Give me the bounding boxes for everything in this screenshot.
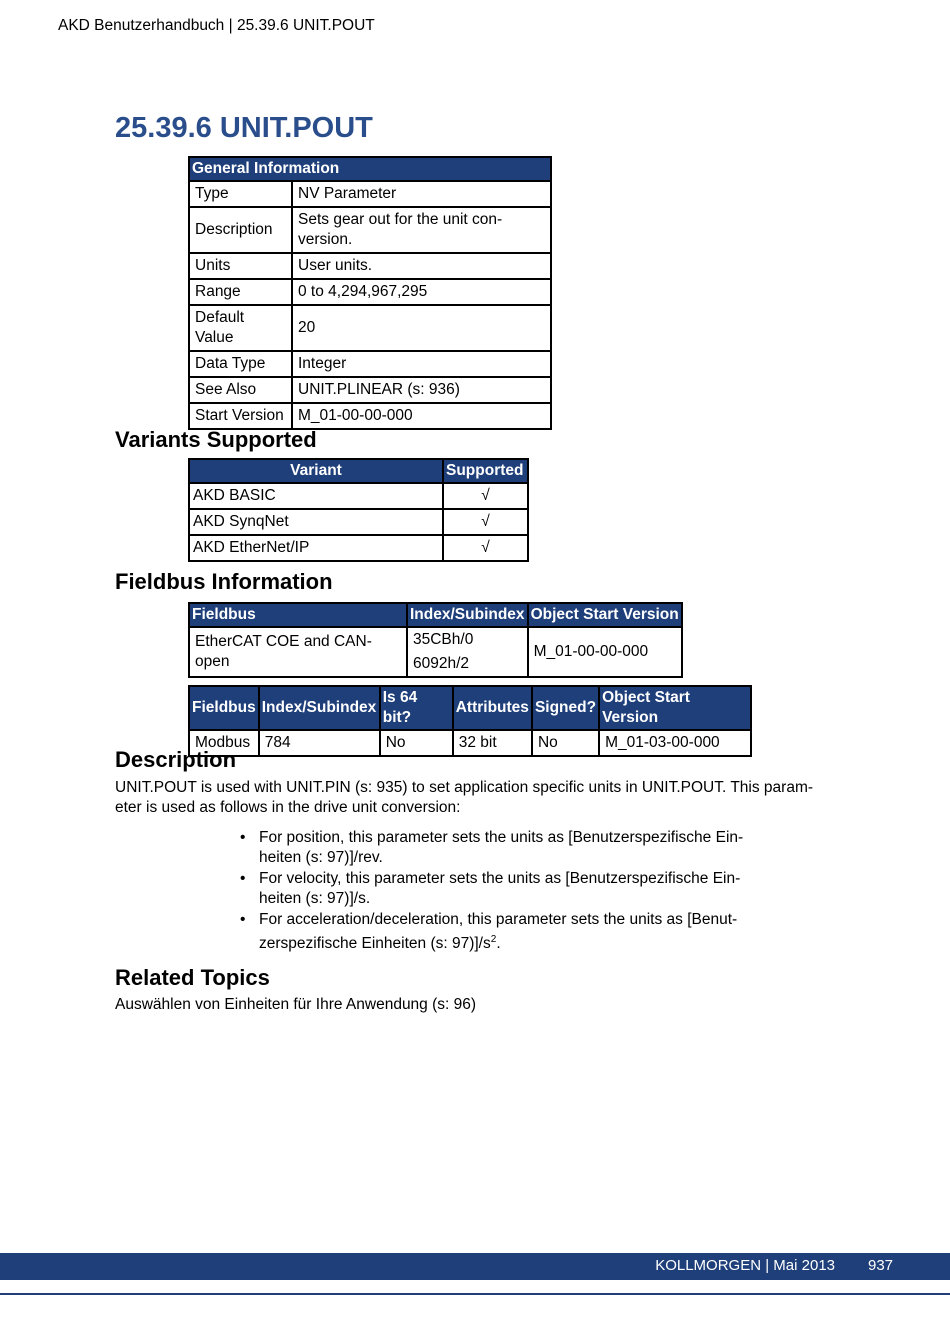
row-value: UNIT.PLINEAR (s: 936)	[292, 377, 551, 403]
table-cell: No	[532, 730, 599, 756]
list-item	[240, 828, 760, 868]
footer-bar	[0, 1253, 950, 1280]
row-label: Default Value	[189, 305, 292, 351]
page-number: 937	[868, 1257, 894, 1274]
list-item	[240, 869, 760, 909]
row-label: See Also	[189, 377, 292, 403]
related-topics-heading: Related Topics	[115, 965, 270, 990]
general-information-table	[188, 156, 552, 430]
bullet-icon: •	[240, 829, 246, 846]
index-value: 6092h/2	[413, 655, 470, 672]
variant-name: AKD SynqNet	[189, 509, 443, 535]
bullet-icon: •	[240, 870, 246, 887]
bullet-text: For velocity, this parameter sets the units as [Benutzerspezifische Ein- heiten (s: 97)]/s.	[259, 870, 741, 907]
table-row	[189, 207, 551, 253]
table-row	[189, 403, 551, 429]
general-information-heading: General Information	[189, 157, 551, 181]
table-row	[189, 351, 551, 377]
fieldbus-name: EtherCAT COE and CAN- open	[189, 627, 407, 677]
table-cell: No	[380, 730, 453, 756]
fieldbus-column-header: Fieldbus	[189, 686, 259, 730]
table-row	[189, 483, 528, 509]
table-row	[189, 535, 528, 561]
attributes-column-header: Attributes	[453, 686, 532, 730]
row-label: Data Type	[189, 351, 292, 377]
version-column-header: Object Start Version	[599, 686, 751, 730]
list-item	[240, 910, 760, 954]
table-row	[189, 253, 551, 279]
table-row	[189, 627, 682, 677]
table-row	[189, 305, 551, 351]
supported-check: √	[443, 509, 528, 535]
object-start-version: M_01-00-00-000	[528, 627, 682, 677]
fieldbus-column-header: Fieldbus	[189, 603, 407, 627]
description-heading: Description	[115, 747, 237, 772]
row-value: 20	[292, 305, 551, 351]
row-value: NV Parameter	[292, 181, 551, 207]
related-topic-link[interactable]: Auswählen von Einheiten für Ihre Anwendung (s: 96)	[115, 996, 477, 1013]
signed-column-header: Signed?	[532, 686, 599, 730]
variant-name: AKD EtherNet/IP	[189, 535, 443, 561]
row-value: M_01-00-00-000	[292, 403, 551, 429]
row-value: Sets gear out for the unit con- version.	[292, 207, 551, 253]
row-value: User units.	[292, 253, 551, 279]
table-cell: Modbus	[189, 730, 259, 756]
index-column-header: Index/Subindex	[407, 603, 528, 627]
index-value: 35CBh/0	[413, 631, 474, 648]
row-label: Range	[189, 279, 292, 305]
is-64-bit-column-header: Is 64 bit?	[380, 686, 453, 730]
table-row	[189, 509, 528, 535]
table-row	[189, 279, 551, 305]
variants-heading: Variants Supported	[115, 427, 317, 452]
variant-name: AKD BASIC	[189, 483, 443, 509]
version-column-header: Object Start Version	[528, 603, 682, 627]
variants-table	[188, 458, 529, 562]
running-header: AKD Benutzerhandbuch | 25.39.6 UNIT.POUT	[58, 17, 375, 34]
index-column-header: Index/Subindex	[259, 686, 380, 730]
table-cell: 784	[259, 730, 380, 756]
supported-check: √	[443, 483, 528, 509]
description-text: UNIT.POUT is used with UNIT.PIN (s: 935) to set application specific units in UNIT.POUT. This param- eter is used as follows in the drive unit conversion:	[115, 779, 814, 816]
row-label: Type	[189, 181, 292, 207]
bullet-text: For position, this parameter sets the units as [Benutzerspezifische Ein- heiten (s: 97)]/rev.	[259, 829, 744, 866]
table-cell: 32 bit	[453, 730, 532, 756]
supported-column-header: Supported	[443, 459, 528, 483]
page-title: 25.39.6 UNIT.POUT	[115, 112, 373, 144]
description-bullet-list	[240, 828, 760, 955]
fieldbus-heading: Fieldbus Information	[115, 569, 333, 594]
row-label: Units	[189, 253, 292, 279]
table-cell: M_01-03-00-000	[599, 730, 751, 756]
bullet-icon: •	[240, 911, 246, 928]
footer-divider	[0, 1293, 950, 1295]
superscript: 2	[490, 934, 497, 945]
supported-check: √	[443, 535, 528, 561]
variant-column-header: Variant	[189, 459, 443, 483]
row-label: Description	[189, 207, 292, 253]
bullet-text: For acceleration/deceleration, this parameter sets the units as [Benut- zerspezifische Einheiten (s: 97)]/s	[259, 911, 738, 953]
table-row	[189, 730, 751, 756]
table-row	[189, 377, 551, 403]
row-value: Integer	[292, 351, 551, 377]
fieldbus-table	[188, 602, 683, 678]
bullet-end: .	[496, 935, 501, 953]
row-value: 0 to 4,294,967,295	[292, 279, 551, 305]
table-row	[189, 181, 551, 207]
footer-text: KOLLMORGEN | Mai 2013	[655, 1257, 835, 1274]
modbus-table	[188, 685, 752, 757]
row-label: Start Version	[189, 403, 292, 429]
